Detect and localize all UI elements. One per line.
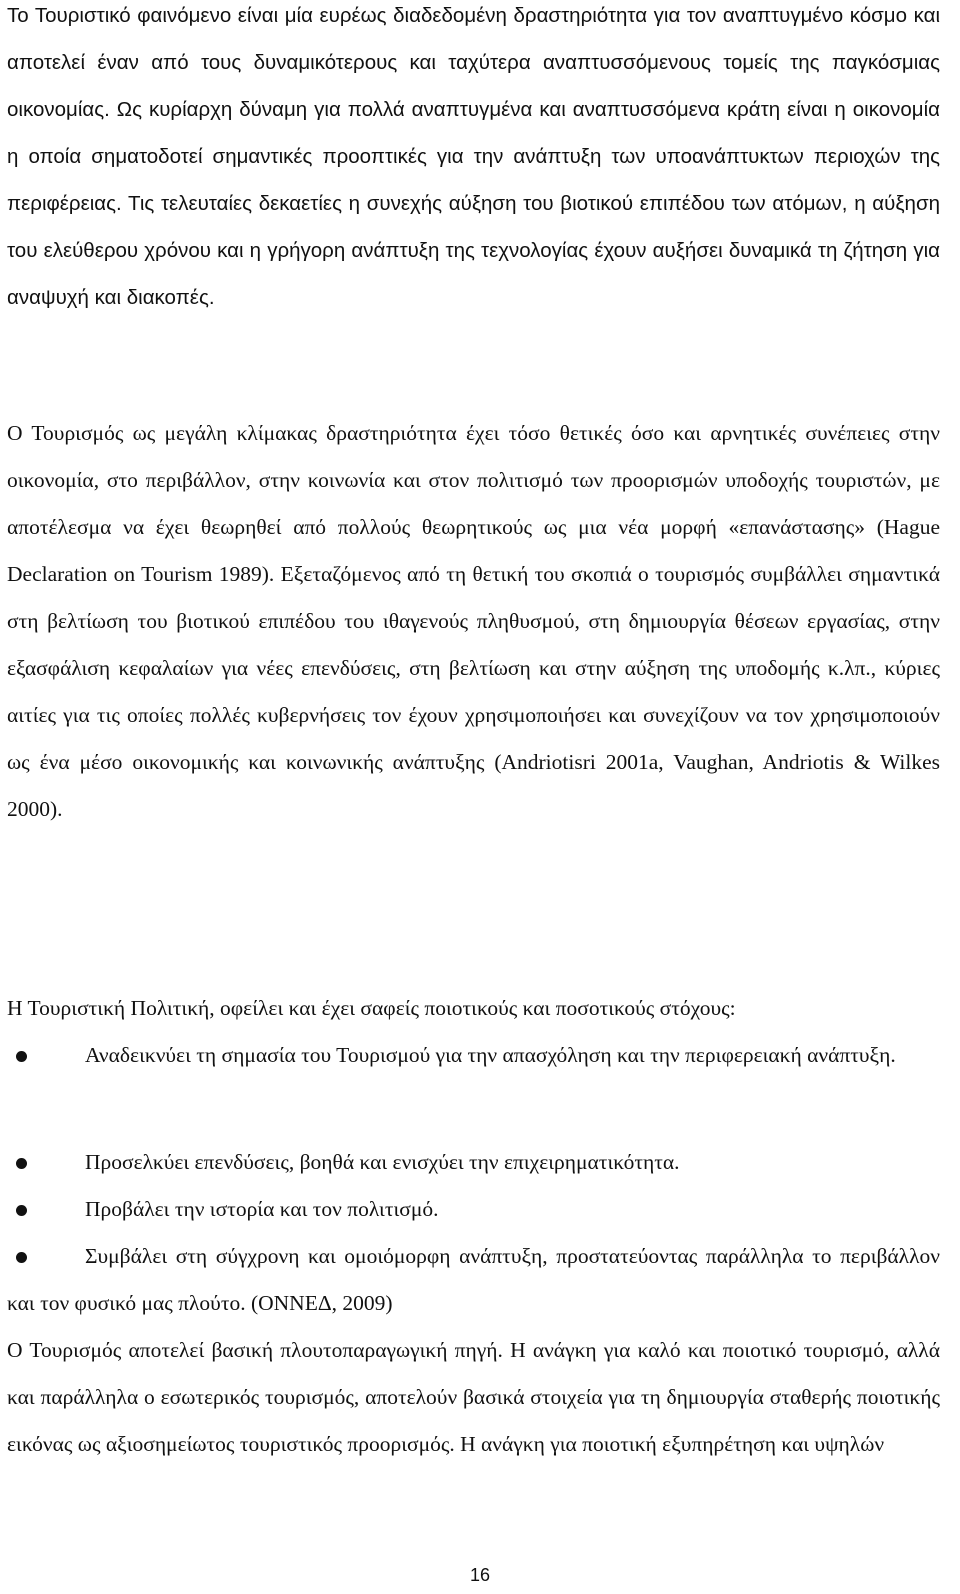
bullet-text: Συμβάλει στη σύγχρονη και ομοιόμορφη ανάπτυξη, προστατεύοντας παράλληλα το περιβάλλον και τον φυσικό μας πλούτο. (ΟΝΝΕΔ, 2009) bbox=[7, 1244, 940, 1315]
page-number: 16 bbox=[469, 1565, 491, 1585]
bullet-icon bbox=[16, 1252, 27, 1263]
paragraph-impacts: Ο Τουρισμός ως μεγάλη κλίμακας δραστηριότητα έχει τόσο θετικές όσο και αρνητικές συνέπειες στην οικονομία, στο περιβάλλον, στην κοινωνία και στον πολιτισμό των προορισμών υποδοχής τουριστών, με αποτέλεσμα να έχει θεωρηθεί από πολλούς θεωρητικούς ως μια νέα μορφή «επανάστασης» (Hague Declaration on Tourism 1989). Εξεταζόμενος από τη θετική του σκοπιά ο τουρισμός συμβάλλει σημαντικά στη βελτίωση του βιοτικού επιπέδου του ιθαγενούς πληθυσμού, στη δημιουργία θέσεων εργασίας, στην εξασφάλιση κεφαλαίων για νέες επενδύσεις, στη βελτίωση και στην αύξηση της υποδομής κ.λπ., κύριες αιτίες για τις οποίες πολλές κυβερνήσεις τον έχουν χρησιμοποιήσει και συνεχίζουν να τον χρησιμοποιούν ως ένα μέσο οικονομικής και κοινωνικής ανάπτυξης (Andriotisri 2001a, Vaughan, Andriotis & Wilkes 2000). bbox=[7, 421, 940, 821]
bullet-item bbox=[7, 1032, 940, 1079]
bullet-text: Προσελκύει επενδύσεις, βοηθά και ενισχύει την επιχειρηματικότητα. bbox=[85, 1150, 680, 1174]
paragraph-tourism-resource: Ο Τουρισμός αποτελεί βασική πλουτοπαραγωγική πηγή. Η ανάγκη για καλό και ποιοτικό τουρισμό, αλλά και παράλληλα ο εσωτερικός τουρισμός, αποτελούν βασικά στοιχεία για τη δημιουργία σταθερής ποιοτικής εικόνας ως αξιοσημείωτος τουριστικός προορισμός. Η ανάγκη για ποιοτική εξυπηρέτηση και υψηλών bbox=[7, 1338, 940, 1456]
bullet-text: Προβάλει την ιστορία και τον πολιτισμό. bbox=[85, 1197, 439, 1221]
bullet-item bbox=[7, 1186, 940, 1233]
bullet-item bbox=[7, 1139, 940, 1186]
bullet-icon bbox=[16, 1051, 27, 1062]
paragraph-intro bbox=[7, 0, 940, 321]
bullet-item bbox=[7, 1233, 940, 1327]
paragraph-policy-intro: Η Τουριστική Πολιτική, οφείλει και έχει σαφείς ποιοτικούς και ποσοτικούς στόχους: bbox=[7, 996, 736, 1020]
paragraph-intro-text: Το Τουριστικό φαινόμενο είναι μία ευρέως διαδεδομένη δραστηριότητα για τον αναπτυγμένο κόσμο και αποτελεί έναν από τους δυναμικότερους και ταχύτερα αναπτυσσόμενους τομείς της παγκόσμιας οικονομίας. Ως κυρίαρχη δύναμη για πολλά αναπτυγμένα και αναπτυσσόμενα κράτη είναι η οικονομία η οποία σηματοδοτεί σημαντικές προοπτικές για την ανάπτυξη των υποανάπτυκτων περιοχών της περιφέρειας. Τις τελευταίες δεκαετίες η συνεχής αύξηση του βιοτικού επιπέδου των ατόμων, η αύξηση του ελεύθερου χρόνου και η γρήγορη ανάπτυξη της τεχνολογίας έχουν αυξήσει δυναμικά τη ζήτηση για αναψυχή και διακοπές. bbox=[7, 4, 940, 309]
bullet-icon bbox=[16, 1205, 27, 1216]
bullet-text: Αναδεικνύει τη σημασία του Τουρισμού για την απασχόληση και την περιφερειακή ανάπτυξη. bbox=[85, 1043, 896, 1067]
bullet-icon bbox=[16, 1158, 27, 1169]
